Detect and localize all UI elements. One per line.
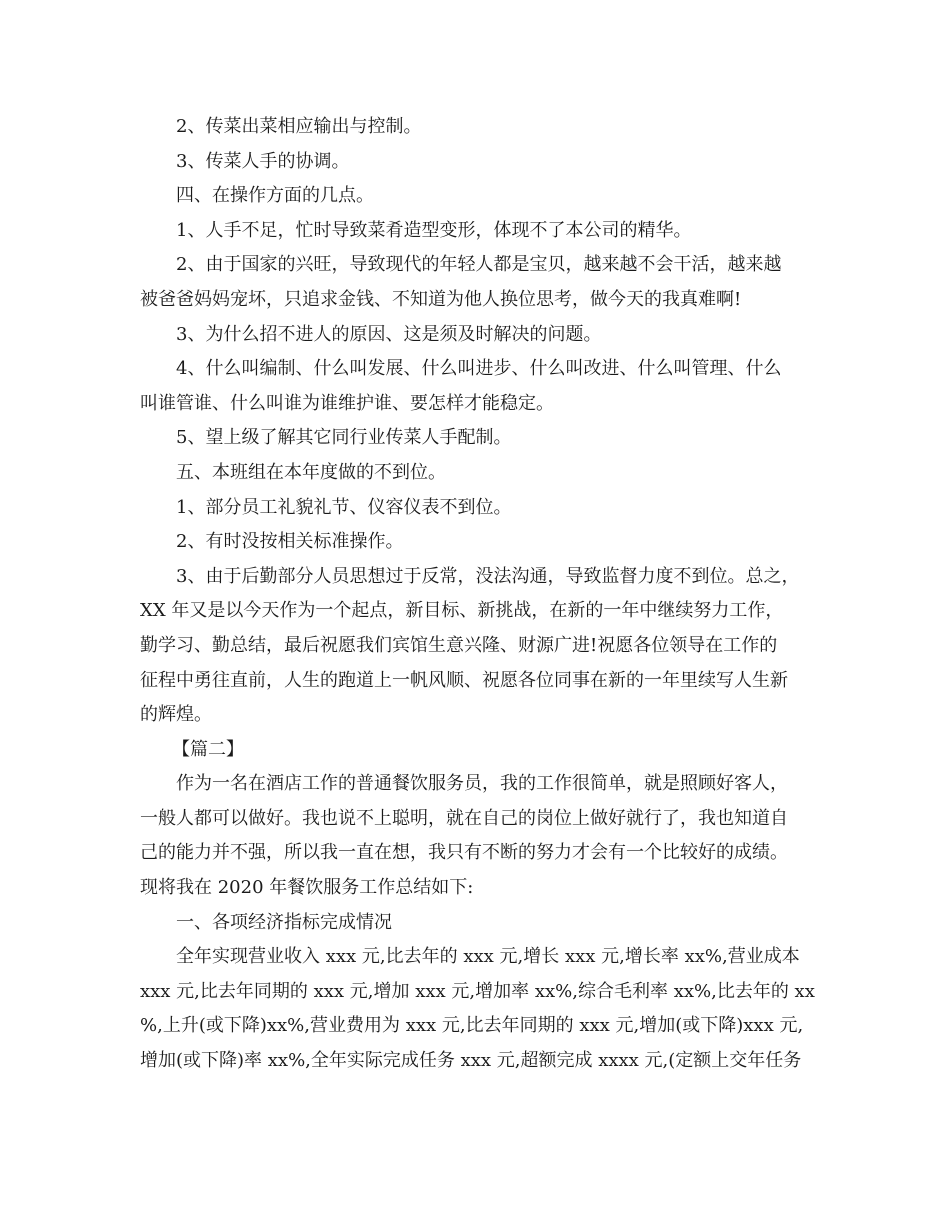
paragraph-line: 被爸爸妈妈宠坏，只追求金钱、不知道为他人换位思考，做今天的我真难啊!	[140, 288, 742, 310]
paragraph-line: 5、望上级了解其它同行业传菜人手配制。	[176, 427, 512, 449]
paragraph-line: 征程中勇往直前，人生的跑道上一帆风顺、祝愿各位同事在新的一年里续写人生新	[140, 669, 788, 691]
paragraph-line: 的辉煌。	[140, 704, 212, 726]
paragraph-line: 勤学习、勤总结，最后祝愿我们宾馆生意兴隆、财源广进!祝愿各位领导在工作的	[140, 634, 778, 656]
paragraph-line: 4、什么叫编制、什么叫发展、什么叫进步、什么叫改进、什么叫管理、什么	[176, 358, 782, 380]
section-heading: 四、在操作方面的几点。	[176, 185, 374, 207]
paragraph-line: 叫谁管谁、什么叫谁为谁维护谁、要怎样才能稳定。	[140, 392, 554, 414]
paragraph-line: 3、由于后勤部分人员思想过于反常，没法沟通，导致监督力度不到位。总之，	[176, 565, 800, 587]
paragraph-line: 1、人手不足，忙时导致菜肴造型变形，体现不了本公司的精华。	[176, 219, 692, 241]
paragraph-line: xxx 元,比去年同期的 xxx 元,增加 xxx 元,增加率 xx%,综合毛利率 xx%,比去年的 xx	[140, 980, 815, 1002]
paragraph-line: 一般人都可以做好。我也说不上聪明，就在自己的岗位上做好就行了，我也知道自	[140, 807, 788, 829]
paragraph-line: 现将我在 2020 年餐饮服务工作总结如下:	[140, 877, 474, 899]
paragraph-line: XX 年又是以今天作为一个起点，新目标、新挑战，在新的一年中继续努力工作，	[140, 600, 784, 622]
paragraph-line: %,上升(或下降)xx%,营业费用为 xxx 元,比去年同期的 xxx 元,增加(或下降)xxx 元,	[140, 1015, 804, 1037]
document-body	[140, 110, 820, 1079]
paragraph-line: 己的能力并不强，所以我一直在想，我只有不断的努力才会有一个比较好的成绩。	[140, 842, 788, 864]
paragraph-line: 2、传菜出菜相应输出与控制。	[176, 116, 422, 137]
paragraph-line: 3、为什么招不进人的原因、这是须及时解决的问题。	[176, 323, 602, 345]
chapter-heading: 【篇二】	[172, 738, 244, 760]
section-heading: 一、各项经济指标完成情况	[176, 911, 392, 933]
paragraph-line: 3、传菜人手的协调。	[176, 150, 350, 172]
paragraph-line: 作为一名在酒店工作的普通餐饮服务员，我的工作很简单，就是照顾好客人，	[176, 773, 788, 795]
paragraph-line: 全年实现营业收入 xxx 元,比去年的 xxx 元,增长 xxx 元,增长率 xx%,营业成本	[176, 946, 800, 968]
paragraph-line: 2、由于国家的兴旺，导致现代的年轻人都是宝贝，越来越不会干活，越来越	[176, 254, 782, 276]
paragraph-line: 增加(或下降)率 xx%,全年实际完成任务 xxx 元,超额完成 xxxx 元,(定额上交年任务	[140, 1050, 802, 1072]
paragraph-line: 2、有时没按相关标准操作。	[176, 531, 404, 553]
section-heading: 五、本班组在本年度做的不到位。	[176, 461, 446, 483]
paragraph-line: 1、部分员工礼貌礼节、仪容仪表不到位。	[176, 496, 512, 518]
